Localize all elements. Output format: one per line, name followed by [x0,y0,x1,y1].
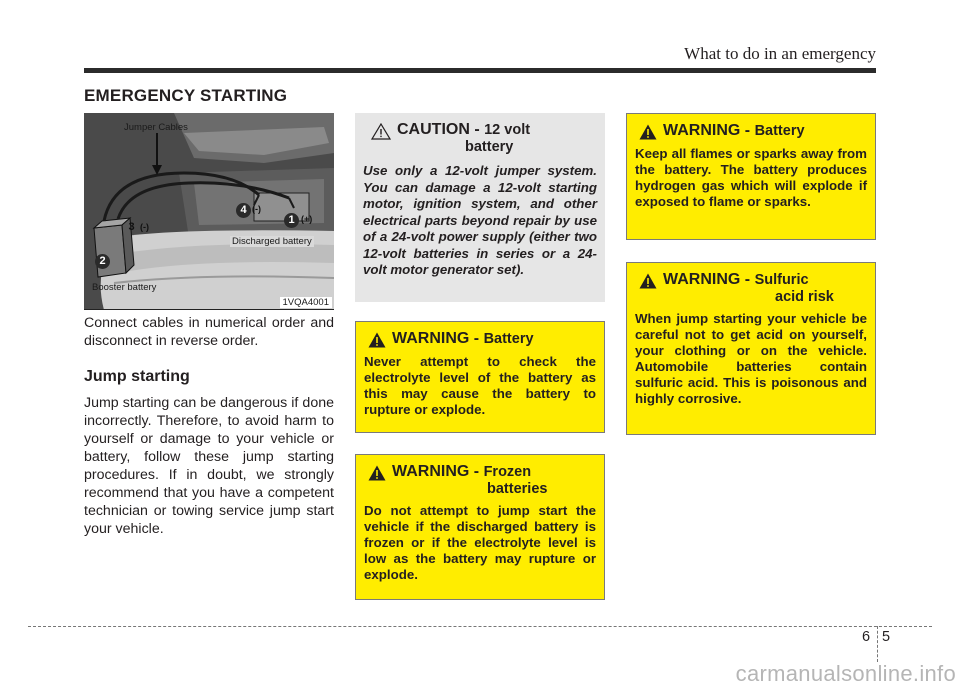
negative-sign-discharged: (-) [252,204,261,214]
running-header: What to do in an emergency [684,44,876,63]
warning-text: Keep all flames or sparks away from the battery. The battery produces hydrogen gas which will explode if exposed to flame or sparks. [635,146,867,209]
warning-triangle-icon [639,124,657,140]
warning-title: Battery [754,123,805,139]
warning-box-battery-check [355,321,605,433]
warning-triangle-icon [368,332,386,348]
jump-start-illustration [84,113,334,310]
caution-text: Use only a 12-volt jumper system. You can damage a 12-volt starting motor, ignition system, and other electrical parts beyond repair by use of a 24-volt power supply (either two 12-volt batteries in series or a 24-volt motor generator set). [363,163,597,277]
warning-label: WARNING - [663,122,751,139]
step-badge-4: 4 [236,203,251,218]
caution-title-line2: battery [465,139,514,155]
booster-battery-label: Booster battery [92,282,157,293]
footer-rule [28,626,932,627]
jump-starting-paragraph: Jump starting can be dangerous if done incorrectly. Therefore, to avoid harm to yourself or damage to your vehicle or battery, follow these jump starting procedures. If in doubt, we strongly recommend that you have a competent technician or towing service jump start your vehicle. [84,395,334,537]
caution-label: CAUTION - [397,121,480,138]
jumper-cables-label: Jumper Cables [124,122,188,133]
positive-sign: (+) [301,214,313,224]
jump-starting-heading: Jump starting [84,368,190,385]
warning-title-line1: Sulfuric [754,272,809,288]
intro-paragraph: Connect cables in numerical order and disconnect in reverse order. [84,315,334,349]
warning-label: WARNING - [392,330,480,347]
warning-triangle-icon [639,273,657,289]
discharged-battery-label: Discharged battery [232,236,312,247]
watermark: carmanualsonline.info [735,661,956,686]
warning-title: Battery [483,331,534,347]
step-badge-2: 2 [95,254,110,269]
figure-code: 1VQA4001 [280,297,332,308]
header-rule [84,68,876,73]
warning-title-line1: Frozen [483,464,532,480]
caution-box [355,113,605,302]
step-badge-3: 3 [128,221,135,233]
page-number-divider [877,626,878,662]
step-badge-1: 1 [284,213,299,228]
car-trunk-drawing [84,113,334,310]
negative-sign-booster: (-) [140,222,149,232]
warning-text: When jump starting your vehicle be careful not to get acid on yourself, your clothing or on the vehicle. Automobile batteries contain sulfuric acid. This is poisonous and highly corrosive. [635,311,867,406]
warning-title-line2: batteries [487,481,548,497]
warning-text: Do not attempt to jump start the vehicle if the discharged battery is frozen or if the electrolyte level is low as the battery may rupture or explode. [364,503,596,582]
warning-triangle-icon [368,465,386,481]
caution-title-line1: 12 volt [484,122,531,138]
page-number: 5 [882,629,891,645]
warning-box-sulfuric-acid [626,262,876,435]
warning-text: Never attempt to check the electrolyte level of the battery as this may cause the battery to rupture or explode. [364,354,596,417]
warning-label: WARNING - [663,271,751,288]
warning-box-flames-sparks [626,113,876,240]
caution-triangle-icon [371,123,391,140]
section-title: EMERGENCY STARTING [84,86,288,105]
chapter-number: 6 [862,629,871,645]
warning-box-frozen-batteries [355,454,605,600]
warning-title-line2: acid risk [775,289,834,305]
warning-label: WARNING - [392,463,480,480]
